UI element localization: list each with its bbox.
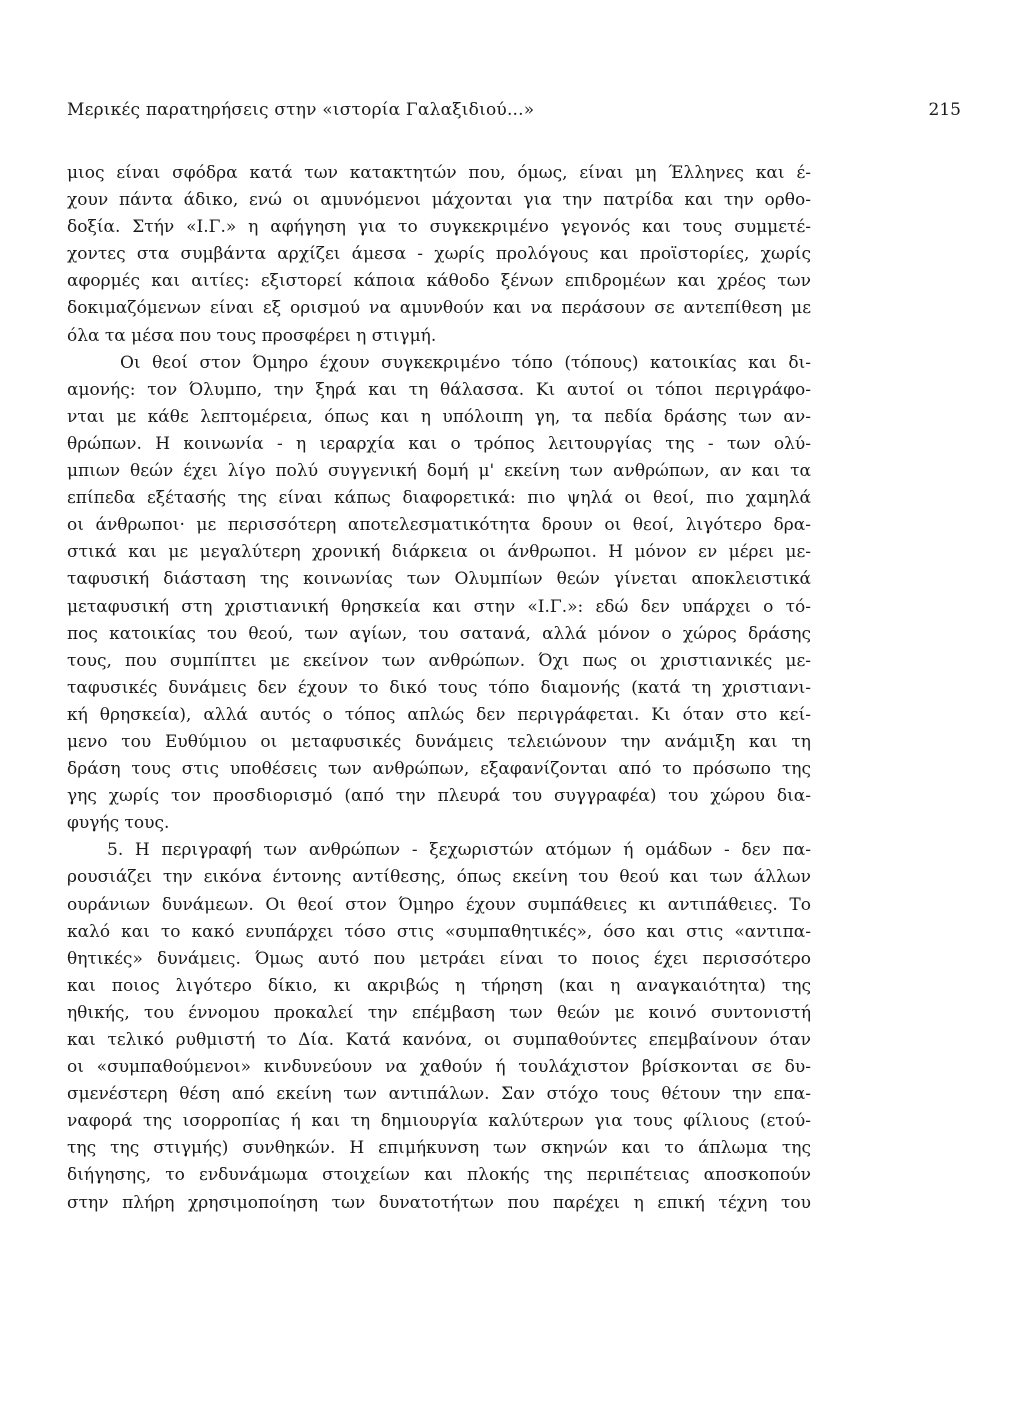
text-line: αφορμές και αιτίες: εξιστορεί κάποια κάθοδο ξένων επιδρομέων και χρέος των [67, 271, 811, 292]
text-line: όλα τα μέσα που τους προσφέρει η στιγμή. [67, 325, 437, 346]
page-number: 215 [928, 100, 961, 120]
text-line: ηθικής, του έννομου προκαλεί την επέμβαση των θεών με κοινό συντονιστή [67, 1002, 811, 1023]
text-line: κή θρησκεία), αλλά αυτός ο τόπος απλώς δεν περιγράφεται. Κι όταν στο κεί- [67, 704, 811, 725]
text-line: ρουσιάζει την εικόνα έντονης αντίθεσης, όπως εκείνη του θεού και των άλλων [67, 867, 811, 888]
body-text [67, 160, 811, 1217]
text-line: και τελικό ρυθμιστή το Δία. Κατά κανόνα, οι συμπαθούντες επεμβαίνουν όταν [67, 1030, 811, 1050]
text-line: μεταφυσική στη χριστιανική θρησκεία και στην «Ι.Γ.»: εδώ δεν υπάρχει ο τό- [67, 596, 811, 617]
text-line: φυγής τους. [67, 813, 170, 834]
text-line: μπιων θεών έχει λίγο πολύ συγγενική δομή μ' εκείνη των ανθρώπων, αν και τα [67, 461, 811, 482]
text-line: μενο του Ευθύμιου οι μεταφυσικές δυνάμεις τελειώνουν την ανάμιξη και τη [67, 731, 811, 752]
text-line: χουν πάντα άδικο, ενώ οι αμυνόμενοι μάχονται για την πατρίδα και την ορθο- [67, 190, 811, 211]
text-line: οι «συμπαθούμενοι» κινδυνεύουν να χαθούν ή τουλάχιστον βρίσκονται σε δυ- [67, 1057, 811, 1078]
text-line: δοξία. Στήν «Ι.Γ.» η αφήγηση για το συγκεκριμένο γεγονός και τους συμμετέ- [67, 217, 811, 238]
text-line: ταφυσική διάσταση της κοινωνίας των Ολυμπίων θεών γίνεται αποκλειστικά [67, 569, 811, 590]
text-line: και ποιος λιγότερο δίκιο, κι ακριβώς η τήρηση (και η αναγκαιότητα) της [67, 975, 811, 996]
text-line: σμενέστερη θέση από εκείνη των αντιπάλων. Σαν στόχο τους θέτουν την επα- [67, 1084, 811, 1105]
text-line: ταφυσικές δυνάμεις δεν έχουν το δικό τους τόπο διαμονής (κατά τη χριστιανι- [67, 677, 811, 698]
text-line: στικά και με μεγαλύτερη χρονική διάρκεια οι άνθρωποι. Η μόνον εν μέρει με- [67, 542, 811, 563]
text-line: τους, που συμπίπτει με εκείνον των ανθρώπων. Όχι πως οι χριστιανικές με- [67, 650, 811, 671]
running-title: Μερικές παρατηρήσεις στην «ιστορία Γαλαξιδιού...» [67, 100, 535, 120]
text-line: νται με κάθε λεπτομέρεια, όπως και η υπόλοιπη γη, τα πεδία δράσης των αν- [67, 406, 811, 427]
text-line: ναφορά της ισορροπίας ή και τη δημιουργία καλύτερων για τους φίλιους (ετού- [67, 1111, 811, 1132]
text-line: επίπεδα εξέτασής της είναι κάπως διαφορετικά: πιο ψηλά οι θεοί, πιο χαμηλά [67, 488, 811, 509]
text-line: μιος είναι σφόδρα κατά των κατακτητών που, όμως, είναι μη Έλληνες και έ- [67, 163, 811, 183]
text-line: της της στιγμής) συνθηκών. Η επιμήκυνση των σκηνών και το άπλωμα της [67, 1138, 811, 1159]
text-line: δράση τους στις υποθέσεις των ανθρώπων, εξαφανίζονται από το πρόσωπο της [67, 759, 811, 780]
text-line: ουράνιων δυνάμεων. Οι θεοί στον Όμηρο έχουν συμπάθειες κι αντιπάθειες. Το [67, 894, 811, 915]
text-line: αμονής: τον Όλυμπο, την ξηρά και τη θάλασσα. Κι αυτοί οι τόποι περιγράφο- [67, 379, 811, 400]
running-head [67, 100, 961, 124]
text-line: 5. Η περιγραφή των ανθρώπων - ξεχωριστών ατόμων ή ομάδων - δεν πα- [107, 840, 811, 861]
text-line: οι άνθρωποι· με περισσότερη αποτελεσματικότητα δρουν οι θεοί, λιγότερο δρα- [67, 515, 811, 536]
text-line: θητικές» δυνάμεις. Όμως αυτό που μετράει είναι το ποιος έχει περισσότερο [67, 948, 811, 969]
text-line: καλό και το κακό ενυπάρχει τόσο στις «συμπαθητικές», όσο και στις «αντιπα- [67, 921, 811, 942]
text-line: στην πλήρη χρησιμοποίηση των δυνατοτήτων που παρέχει η επική τέχνη του [67, 1192, 811, 1213]
text-line: διήγησης, το ενδυνάμωμα στοιχείων και πλοκής της περιπέτειας αποσκοπούν [67, 1165, 811, 1186]
text-line: χοντες στα συμβάντα αρχίζει άμεσα - χωρίς προλόγους και προϊστορίες, χωρίς [67, 244, 811, 265]
text-line: Οι θεοί στον Όμηρο έχουν συγκεκριμένο τόπο (τόπους) κατοικίας και δι- [120, 352, 811, 373]
text-line: γης χωρίς τον προσδιορισμό (από την πλευρά του συγγραφέα) του χώρου δια- [67, 786, 811, 807]
text-line: δοκιμαζόμενων είναι εξ ορισμού να αμυνθούν και να περάσουν σε αντεπίθεση με [67, 298, 811, 319]
text-line: θρώπων. Η κοινωνία - η ιεραρχία και ο τρόπος λειτουργίας της - των ολύ- [67, 433, 811, 454]
text-line: πος κατοικίας του θεού, των αγίων, του σατανά, αλλά μόνον ο χώρος δράσης [67, 623, 811, 644]
